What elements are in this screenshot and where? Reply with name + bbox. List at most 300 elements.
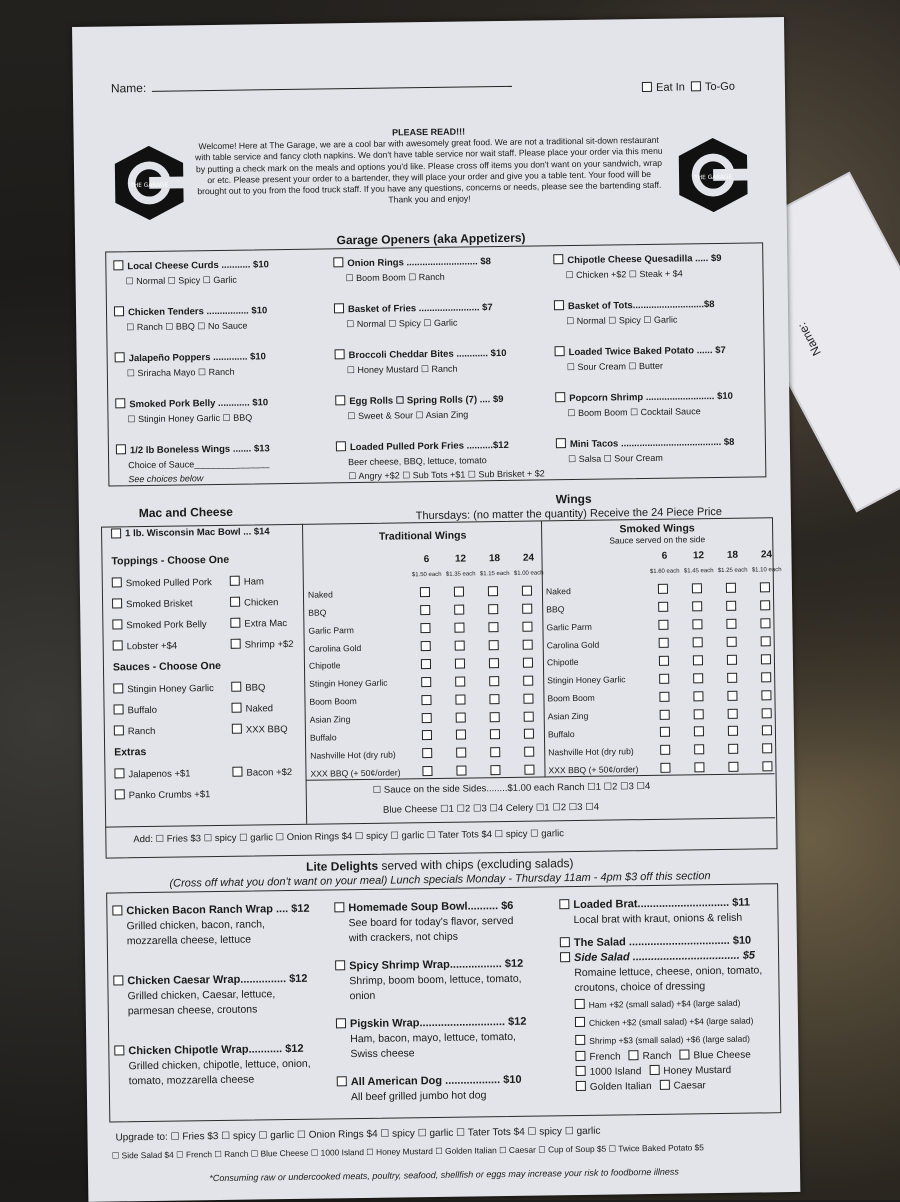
wing-checkbox[interactable] [760, 583, 770, 593]
wing-cell [513, 654, 547, 672]
wing-checkbox[interactable] [420, 623, 430, 633]
appetizer-item [555, 389, 766, 438]
lite-desc: Ham, bacon, mayo, lettuce, tomato, Swiss cheese [350, 1030, 517, 1061]
wing-checkbox[interactable] [692, 584, 702, 594]
mac-option [114, 724, 232, 747]
mac-option-checkbox[interactable] [231, 682, 241, 692]
appetizer-name: Chicken Tenders ................ $10 [127, 305, 268, 319]
appetizer-checkbox[interactable] [113, 260, 123, 270]
wing-checkbox[interactable] [760, 600, 770, 610]
menu-order-sheet [72, 17, 800, 1202]
lite-checkbox[interactable] [335, 960, 345, 970]
mac-option-label: Shrimp +$2 [244, 638, 294, 651]
lite-desc: Grilled chicken, Caesar, lettuce, parmesan cheese, croutons [127, 988, 276, 1018]
mac-option [230, 617, 287, 639]
wing-checkbox[interactable] [660, 727, 670, 737]
mac-option-checkbox[interactable] [230, 597, 240, 607]
wing-checkbox[interactable] [456, 748, 466, 758]
wing-price: $1.15 each [479, 570, 510, 578]
wing-checkbox[interactable] [524, 765, 534, 775]
wing-cell [411, 637, 445, 655]
wing-checkbox[interactable] [524, 711, 534, 721]
wing-cell [512, 618, 546, 636]
lite-name: All American Dog .................. $10 [350, 1073, 522, 1089]
wing-checkbox[interactable] [488, 622, 498, 632]
mac-option [113, 703, 231, 726]
wing-checkbox[interactable] [660, 763, 670, 773]
lite-name: Chicken Caesar Wrap............... $12 [127, 972, 308, 988]
dressing-checkbox[interactable] [649, 1065, 659, 1075]
appetizer-checkbox[interactable] [114, 306, 124, 316]
mac-option [113, 639, 231, 662]
the-salad-checkbox[interactable] [560, 937, 570, 947]
wing-checkbox[interactable] [421, 695, 431, 705]
salad-addon-checkbox[interactable] [575, 1035, 585, 1045]
wing-checkbox[interactable] [727, 655, 737, 665]
wing-price: $1.10 each [751, 567, 782, 574]
appetizer-checkbox[interactable] [335, 395, 345, 405]
wing-checkbox[interactable] [422, 766, 432, 776]
mac-bowl-checkbox[interactable] [111, 528, 121, 538]
mac-option-checkbox[interactable] [112, 598, 122, 608]
salad-addon-checkbox[interactable] [575, 999, 585, 1009]
to-go-label: To-Go [704, 80, 736, 94]
appetizer-checkbox[interactable] [556, 438, 566, 448]
wing-checkbox[interactable] [489, 694, 499, 704]
mac-option-row [112, 575, 317, 599]
mac-option [231, 638, 294, 660]
mac-option-label: Chicken [244, 597, 279, 609]
dressing-label: French [589, 1051, 621, 1063]
mac-option-label: Ranch [127, 725, 156, 738]
lite-name: Chicken Chipotle Wrap........... $12 [128, 1042, 304, 1058]
appetizer-checkbox[interactable] [333, 257, 343, 267]
wing-checkbox[interactable] [694, 709, 704, 719]
wing-checkbox[interactable] [693, 691, 703, 701]
dressing-label: Honey Mustard [663, 1064, 732, 1077]
wing-checkbox[interactable] [421, 677, 431, 687]
appetizer-item [116, 441, 327, 490]
lite-checkbox[interactable] [114, 1045, 124, 1055]
appetizer-checkbox[interactable] [554, 300, 564, 310]
wing-cell [445, 691, 479, 709]
wing-cell [479, 636, 513, 654]
wing-cell [751, 686, 785, 704]
wing-cell [683, 651, 717, 669]
wing-checkbox[interactable] [522, 604, 532, 614]
wing-cell [513, 636, 547, 654]
wing-cell [444, 583, 478, 601]
appetizer-checkbox[interactable] [116, 444, 126, 454]
lite-item-row [337, 1073, 537, 1091]
wing-cell [684, 705, 718, 723]
wing-cell [479, 690, 513, 708]
lite-checkbox[interactable] [334, 902, 344, 912]
wing-checkbox[interactable] [726, 619, 736, 629]
appetizer-checkbox[interactable] [334, 303, 344, 313]
mac-option-checkbox[interactable] [114, 725, 124, 735]
wing-checkbox[interactable] [422, 713, 432, 723]
appetizer-options: ☐ Normal ☐ Spicy ☐ Garlic [125, 274, 237, 287]
mac-option-checkbox[interactable] [113, 683, 123, 693]
appetizer-options: ☐ Sriracha Mayo ☐ Ranch [126, 366, 235, 379]
wing-checkbox[interactable] [490, 765, 500, 775]
mac-option-row [112, 596, 317, 620]
mac-option-label: Smoked Pork Belly [126, 619, 207, 632]
wing-size: 24 [760, 548, 773, 560]
wing-cell [684, 723, 718, 741]
salad-addon-label: Shrimp +$3 (small salad) +$6 (large salad) [589, 1033, 750, 1046]
mac-option-label: BBQ [245, 682, 266, 694]
wing-cell [412, 745, 446, 763]
wing-cell [751, 651, 785, 669]
wing-cell [682, 580, 716, 598]
appetizer-options: ☐ Ranch ☐ BBQ ☐ No Sauce [126, 320, 248, 333]
garage-logo-right [674, 135, 753, 214]
wing-checkbox[interactable] [728, 744, 738, 754]
wings-title: Wings [555, 491, 592, 507]
intro-title: PLEASE READ!!! [391, 126, 466, 138]
name-line[interactable] [152, 76, 512, 92]
wing-checkbox[interactable] [454, 605, 464, 615]
wing-checkbox[interactable] [660, 709, 670, 719]
mac-group-title: Toppings - Choose One [111, 553, 230, 568]
mac-option-label: Naked [245, 703, 274, 715]
wing-checkbox[interactable] [694, 745, 704, 755]
wing-size: 12 [692, 549, 705, 561]
wing-checkbox[interactable] [489, 676, 499, 686]
mac-option-checkbox[interactable] [232, 724, 242, 734]
wing-checkbox[interactable] [693, 637, 703, 647]
wing-price: $1.50 each [411, 571, 442, 579]
wing-sauce: BBQ [546, 603, 565, 615]
lite-checkbox[interactable] [336, 1018, 346, 1028]
lite-desc: Grilled chicken, chipotle, lettuce, onion, tomato, mozzarella cheese [128, 1057, 311, 1088]
mac-option-checkbox[interactable] [112, 577, 122, 587]
wing-checkbox[interactable] [522, 622, 532, 632]
wing-checkbox[interactable] [726, 601, 736, 611]
order-type [642, 81, 735, 94]
lite-name: Chicken Bacon Ranch Wrap .... $12 [126, 902, 310, 918]
wing-checkbox[interactable] [761, 654, 771, 664]
wing-checkbox[interactable] [422, 748, 432, 758]
wing-cell [684, 759, 718, 777]
wing-cell [445, 655, 479, 673]
wing-checkbox[interactable] [456, 730, 466, 740]
mac-option-row [112, 617, 317, 641]
traditional-wings-grid [307, 550, 548, 782]
wing-checkbox[interactable] [421, 641, 431, 651]
wing-checkbox[interactable] [761, 636, 771, 646]
mac-option-label: Stingin Honey Garlic [127, 683, 214, 696]
dressing-label: Golden Italian [589, 1080, 652, 1093]
wing-cell [752, 740, 786, 758]
appetizer-checkbox[interactable] [553, 254, 563, 264]
wing-sauce: Carolina Gold [546, 639, 600, 650]
mac-option-label: Jalapenos +$1 [128, 768, 191, 781]
wing-checkbox[interactable] [693, 673, 703, 683]
wing-checkbox[interactable] [659, 656, 669, 666]
wing-checkbox[interactable] [694, 762, 704, 772]
wing-checkbox[interactable] [658, 584, 668, 594]
the-salad-label: The Salad ................................. $10 [573, 934, 752, 950]
wing-sauce: BBQ [308, 607, 327, 618]
wing-checkbox[interactable] [421, 659, 431, 669]
svg-text:THE GARAGE: THE GARAGE [694, 174, 733, 182]
wing-cell [650, 724, 684, 742]
wing-checkbox[interactable] [420, 605, 430, 615]
appetizer-checkbox[interactable] [555, 346, 565, 356]
wing-checkbox[interactable] [490, 730, 500, 740]
wing-checkbox[interactable] [762, 726, 772, 736]
intro-body: Welcome! Here at The Garage, we are a cool bar with awesomely great food. We are not a traditional sit-down restaurant with table service and fancy cloth napkins. We don't have table service nor wait staff. Please place your order via this menu by putting a check mark on the meals and options you'd like. Please cross off items you don't want on your sandwich, wrap or etc. Please present your order to a bartender, they will place your order and give you a table tent. Your food will be brought out to you from the food truck staff. If you have any questions, concerns or needs, please see the bartending staff. Thank you and enjoy! [195, 134, 663, 205]
dressing-checkbox[interactable] [576, 1066, 586, 1076]
wing-checkbox[interactable] [658, 602, 668, 612]
wing-checkbox[interactable] [726, 583, 736, 593]
smoked-wings-header [543, 521, 771, 546]
wing-cell [682, 598, 716, 616]
name-label: Name: [110, 80, 147, 96]
wing-cell [444, 601, 478, 619]
mac-group-title: Sauces - Choose One [112, 659, 222, 674]
wing-cell [718, 723, 752, 741]
wing-cell [478, 619, 512, 637]
appetizer-item [114, 303, 325, 352]
lite-desc: Grilled chicken, bacon, ranch, mozzarella cheese, lettuce [126, 918, 265, 948]
side-salad-checkbox[interactable] [560, 952, 570, 962]
wings-table [545, 547, 786, 779]
wing-sauce: Boom Boom [309, 696, 357, 707]
wing-cell [648, 616, 682, 634]
wing-price: $1.25 each [717, 567, 748, 574]
wing-checkbox[interactable] [523, 640, 533, 650]
openers-title: Garage Openers (aka Appetizers) [336, 230, 526, 248]
mac-option-row [113, 681, 318, 705]
wing-checkbox[interactable] [694, 727, 704, 737]
wing-checkbox[interactable] [660, 745, 670, 755]
wing-sauce: Garlic Parm [546, 621, 592, 633]
wing-checkbox[interactable] [659, 638, 669, 648]
wing-cell [649, 670, 683, 688]
wing-checkbox[interactable] [761, 672, 771, 682]
wing-checkbox[interactable] [728, 726, 738, 736]
wing-checkbox[interactable] [760, 618, 770, 628]
wing-checkbox[interactable] [728, 762, 738, 772]
mac-option-label: Extra Mac [244, 618, 288, 630]
wing-cell [446, 708, 480, 726]
wing-price: $1.45 each [683, 568, 714, 575]
name-field[interactable] [111, 76, 513, 96]
appetizer-name: Broccoli Cheddar Bites ............ $10 [348, 347, 507, 362]
salad-desc [560, 963, 775, 996]
salad-addon-checkbox[interactable] [575, 1017, 585, 1027]
loaded-brat-checkbox[interactable] [559, 899, 569, 909]
appetizer-name: 1/2 lb Boneless Wings ....... $13 [129, 443, 270, 457]
wing-cell [410, 602, 444, 620]
wing-checkbox[interactable] [659, 673, 669, 683]
appetizer-item [335, 392, 546, 441]
lite-item [113, 972, 319, 1045]
mac-option-checkbox[interactable] [230, 618, 240, 628]
wing-checkbox[interactable] [456, 712, 466, 722]
wing-checkbox[interactable] [524, 729, 534, 739]
smoked-wings-grid [545, 547, 786, 779]
mac-option-checkbox[interactable] [231, 703, 241, 713]
mac-option-checkbox[interactable] [112, 619, 122, 629]
mac-option [230, 575, 264, 596]
wing-checkbox[interactable] [524, 747, 534, 757]
mac-option-checkbox[interactable] [115, 789, 125, 799]
wing-cell [446, 726, 480, 744]
wing-checkbox[interactable] [489, 640, 499, 650]
wing-price: $1.60 each [649, 568, 680, 575]
wing-checkbox[interactable] [456, 766, 466, 776]
wing-checkbox[interactable] [658, 620, 668, 630]
mac-option [113, 682, 231, 705]
to-go-checkbox[interactable] [691, 81, 701, 91]
wing-size: 12 [454, 553, 467, 565]
wing-cell [649, 652, 683, 670]
appetizer-item [115, 395, 326, 444]
wing-checkbox[interactable] [454, 587, 464, 597]
wing-checkbox[interactable] [727, 673, 737, 683]
mac-option-checkbox[interactable] [231, 639, 241, 649]
wing-size: 18 [488, 552, 501, 564]
appetizer-item [335, 346, 546, 395]
mac-option-checkbox[interactable] [230, 576, 240, 586]
wing-cell [650, 706, 684, 724]
wing-checkbox[interactable] [761, 690, 771, 700]
lite-item [114, 1042, 320, 1115]
appetizer-item [554, 297, 765, 346]
wing-checkbox[interactable] [692, 601, 702, 611]
mac-option-checkbox[interactable] [113, 640, 123, 650]
wing-checkbox[interactable] [693, 655, 703, 665]
wing-cell [717, 633, 751, 651]
wing-checkbox[interactable] [490, 747, 500, 757]
mac-option [231, 702, 273, 724]
salad-desc-label: Romaine lettuce, cheese, onion, tomato, croutons, choice of dressing [574, 964, 763, 995]
wing-cell [446, 762, 480, 780]
wing-sauce: Buffalo [309, 732, 337, 743]
wing-checkbox[interactable] [488, 604, 498, 614]
mac-add-line: Add: ☐ Fries $3 ☐ spicy ☐ garlic ☐ Onion Rings $4 ☐ spicy ☐ garlic ☐ Tater Tots $4 ☐ spicy ☐ garlic [133, 828, 565, 846]
wing-checkbox[interactable] [455, 694, 465, 704]
wing-checkbox[interactable] [455, 658, 465, 668]
wing-checkbox[interactable] [523, 693, 533, 703]
wing-sauce: Stingin Honey Garlic [309, 677, 388, 690]
wing-cell [412, 727, 446, 745]
appetizer-checkbox[interactable] [115, 398, 125, 408]
wing-cell [480, 744, 514, 762]
appetizer-options: ☐ Normal ☐ Spicy ☐ Garlic [346, 317, 458, 330]
wing-checkbox[interactable] [488, 586, 498, 596]
dressing-checkbox[interactable] [576, 1081, 586, 1091]
wing-checkbox[interactable] [455, 641, 465, 651]
wing-checkbox[interactable] [489, 658, 499, 668]
wing-checkbox[interactable] [454, 623, 464, 633]
wing-cell [718, 705, 752, 723]
svg-text:THE GARAGE: THE GARAGE [130, 182, 169, 190]
appetizer-checkbox[interactable] [555, 392, 565, 402]
wing-checkbox[interactable] [762, 761, 772, 771]
dressing-checkbox[interactable] [629, 1050, 639, 1060]
wing-price-spacer [546, 563, 648, 582]
mac-option-checkbox[interactable] [114, 768, 124, 778]
appetizer-checkbox[interactable] [335, 349, 345, 359]
wing-cell [718, 758, 752, 776]
wing-cell [480, 708, 514, 726]
wing-checkbox[interactable] [762, 744, 772, 754]
openers-column-2 [333, 254, 546, 487]
appetizer-options: ☐ Sweet & Sour ☐ Asian Zing [347, 409, 469, 422]
mac-option-checkbox[interactable] [232, 767, 242, 777]
wing-checkbox[interactable] [523, 675, 533, 685]
wing-checkbox[interactable] [522, 586, 532, 596]
wing-price-spacer [308, 566, 410, 585]
wing-sauce-header [307, 552, 409, 567]
loaded-brat [559, 895, 774, 913]
wing-checkbox[interactable] [727, 637, 737, 647]
mac-option-row [114, 723, 319, 747]
lite-item [334, 899, 535, 960]
appetizer-options: ☐ Boom Boom ☐ Ranch [345, 271, 445, 284]
lite-column-3 [559, 895, 777, 1095]
dressing-checkbox[interactable] [660, 1080, 670, 1090]
wing-cell [512, 600, 546, 618]
openers-column-3 [553, 251, 766, 484]
wing-checkbox[interactable] [692, 619, 702, 629]
wing-sauce: Chipotle [546, 657, 579, 668]
wing-cell [445, 673, 479, 691]
wing-cell [751, 633, 785, 651]
wing-checkbox[interactable] [420, 587, 430, 597]
wing-checkbox[interactable] [455, 676, 465, 686]
wing-checkbox[interactable] [523, 657, 533, 667]
dressing-label: Blue Cheese [693, 1049, 751, 1062]
lite-checkbox[interactable] [337, 1076, 347, 1086]
wing-checkbox[interactable] [490, 712, 500, 722]
lite-checkbox[interactable] [113, 975, 123, 985]
wing-checkbox[interactable] [762, 708, 772, 718]
dressing-checkbox[interactable] [679, 1049, 689, 1059]
wing-cell [717, 687, 751, 705]
appetizer-name: Chipotle Cheese Quesadilla ..... $9 [567, 252, 722, 267]
appetizer-name: Onion Rings ........................... $8 [347, 256, 492, 270]
appetizer-options: ☐ Chicken +$2 ☐ Steak + $4 [565, 268, 683, 281]
appetizer-checkbox[interactable] [336, 441, 346, 451]
lite-checkbox[interactable] [112, 905, 122, 915]
lite-item [336, 1015, 537, 1076]
wing-checkbox[interactable] [728, 708, 738, 718]
wing-checkbox[interactable] [422, 730, 432, 740]
wing-checkbox[interactable] [659, 691, 669, 701]
dressing-checkbox[interactable] [575, 1051, 585, 1061]
wing-cell [411, 673, 445, 691]
upgrade-line-1: Upgrade to: ☐ Fries $3 ☐ spicy ☐ garlic ☐ Onion Rings $4 ☐ spicy ☐ garlic ☐ Tater Tots $4 ☐ spicy ☐ garlic [115, 1125, 601, 1144]
traditional-wings-title: Traditional Wings [378, 529, 467, 543]
wing-cell [514, 743, 548, 761]
wing-cell [480, 762, 514, 780]
appetizer-checkbox[interactable] [115, 352, 125, 362]
eat-in-checkbox[interactable] [642, 82, 652, 92]
appetizer-name: Basket of Tots...........................$8 [567, 299, 715, 313]
mac-option [114, 767, 232, 790]
wing-checkbox[interactable] [727, 690, 737, 700]
mac-option-checkbox[interactable] [113, 704, 123, 714]
mac-option [232, 766, 292, 788]
appetizer-item [113, 257, 324, 306]
